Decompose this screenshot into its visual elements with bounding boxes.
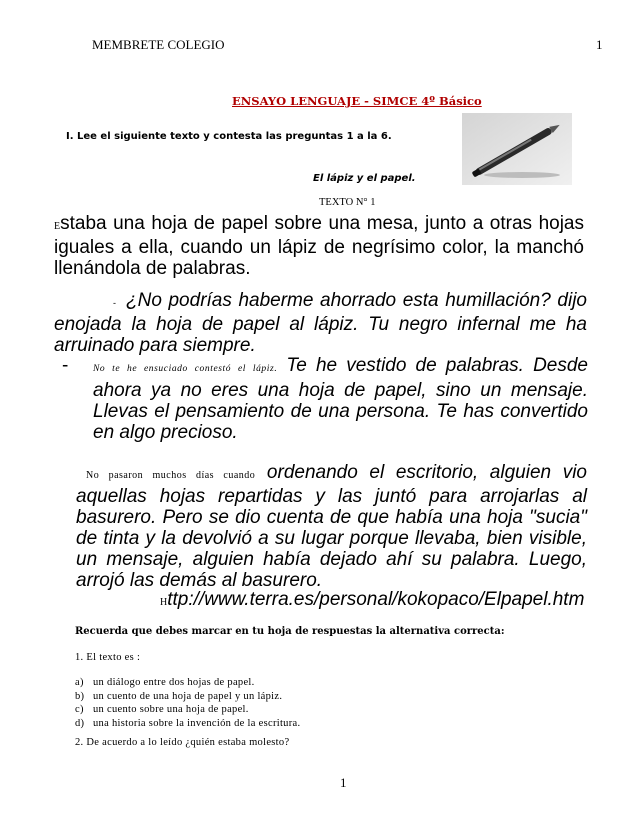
option-text: un cuento sobre una hoja de papel. (93, 704, 249, 715)
pen-image (462, 113, 572, 185)
exam-title: ENSAYO LENGUAJE - SIMCE 4º Básico (232, 94, 482, 108)
paragraph-4 (76, 462, 587, 591)
paragraph-line (93, 355, 588, 380)
paragraph-line: de tinta y la devolvió a su lugar porque llevaba, bien visible, (76, 528, 587, 549)
option-c (75, 703, 300, 717)
question-1: 1. El texto es : (75, 652, 141, 663)
paragraph-line: iguales a ella, cuando un lápiz de negrísimo color, la manchó (54, 237, 584, 258)
letterhead: MEMBRETE COLEGIO (92, 37, 225, 52)
header-page-number: 1 (596, 37, 603, 52)
line-text: Te he vestido de palabras. Desde (286, 355, 589, 376)
paragraph-line (76, 462, 587, 486)
text-label: TEXTO N° 1 (319, 197, 376, 208)
option-b (75, 690, 300, 704)
paragraph-line: arruinado para siempre. (54, 335, 256, 356)
paragraph-line: aquellas hojas repartidas y las juntó para arrojarlas al (76, 486, 587, 507)
line-text: ¿No podrías haberme ahorrado esta humillación? dijo (126, 290, 587, 311)
question-1-options (75, 676, 300, 730)
option-letter: a) (75, 677, 84, 688)
question-2: 2. De acuerdo a lo leído ¿quién estaba molesto? (75, 737, 290, 748)
option-text: un cuento de una hoja de papel y un lápiz. (93, 690, 283, 702)
line-text: ordenando el escritorio, alguien vio (266, 462, 587, 483)
option-text: un diálogo entre dos hojas de papel. (93, 677, 255, 688)
drop-cap: E (54, 221, 61, 232)
source-text: ttp://www.terra.es/personal/kokopaco/Elpapel.htm (167, 589, 585, 610)
source-initial: H (160, 597, 168, 608)
instruction-text: I. Lee el siguiente texto y contesta las preguntas 1 a la 6. (66, 131, 392, 142)
option-a (75, 676, 300, 690)
reminder-text: Recuerda que debes marcar en tu hoja de respuestas la alternativa correcta: (75, 626, 505, 637)
paragraph-line: ahora ya no eres una hoja de papel, sino un mensaje. (93, 380, 588, 401)
small-print: No pasaron muchos días cuando (86, 470, 256, 481)
option-text: una historia sobre la invención de la escritura. (93, 717, 301, 729)
dialogue-dash: - (113, 298, 116, 308)
paragraph-line: basurero. Pero se dio cuenta de que había una hoja "sucia" (76, 507, 587, 528)
option-letter: d) (75, 717, 85, 729)
dialogue-dash: - (62, 355, 69, 376)
paragraph-line: llenándola de palabras. (54, 258, 251, 279)
paragraph-line: Llevas el pensamiento de una persona. Te has convertido (93, 401, 588, 422)
paragraph-line: en algo precioso. (93, 422, 238, 443)
story-title: El lápiz y el papel. (313, 173, 416, 184)
paragraph-line: enojada la hoja de papel al lápiz. Tu negro infernal me ha (54, 314, 587, 335)
line-text: staba una hoja de papel sobre una mesa, junto a otras hojas (60, 213, 584, 234)
paragraph-1 (54, 213, 584, 279)
small-print: No te he ensuciado contestó el lápiz. (93, 364, 278, 374)
option-letter: b) (75, 690, 85, 702)
footer-page-number: 1 (340, 775, 347, 790)
paragraph-line: un mensaje, alguien había dejado ahí su palabra. Luego, (76, 549, 587, 570)
paragraph-line (54, 290, 587, 314)
option-letter: c) (75, 704, 84, 715)
paragraph-2 (54, 290, 587, 356)
source-url (160, 589, 584, 611)
paragraph-line (54, 213, 584, 237)
option-d (75, 717, 300, 731)
paragraph-line: arrojó las demás al basurero. (76, 570, 323, 591)
paragraph-3 (62, 355, 588, 443)
